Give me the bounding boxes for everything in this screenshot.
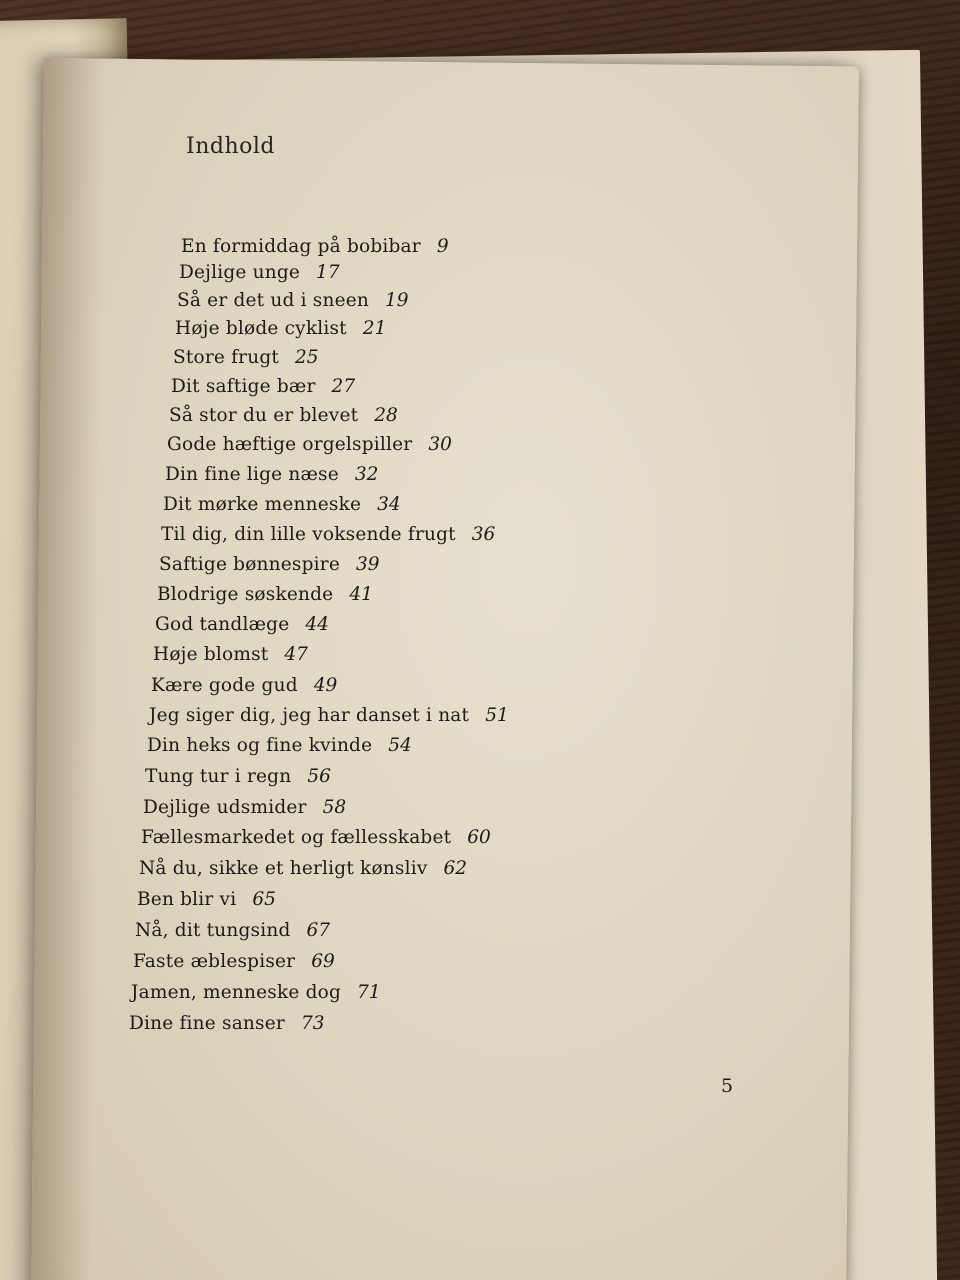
toc-entry-title: Jamen, menneske dog <box>131 981 342 1003</box>
toc-entry-title: Så stor du er blevet <box>169 405 359 427</box>
toc-entry-title: Blodrige søskende <box>157 583 334 605</box>
toc-entry <box>177 290 409 311</box>
toc-entry-title: Nå du, sikke et herligt kønsliv <box>139 858 428 880</box>
toc-entry-title: Dejlige udsmider <box>143 796 307 818</box>
toc-entry-title: Dit mørke menneske <box>163 493 362 515</box>
toc-entry <box>135 920 330 941</box>
toc-entry-title: Store frugt <box>173 346 280 368</box>
toc-entry-page: 54 <box>388 735 412 757</box>
toc-entry-title: Dit saftige bær <box>171 375 316 397</box>
toc-entry-page: 19 <box>385 289 409 311</box>
toc-entry <box>169 405 398 426</box>
toc-entry <box>179 262 340 283</box>
toc-entry-page: 56 <box>307 766 331 788</box>
toc-entry <box>175 318 386 339</box>
toc-entry <box>155 614 329 635</box>
toc-entry-title: Din heks og fine kvinde <box>147 735 373 757</box>
toc-entry-page: 27 <box>331 375 356 397</box>
toc-entry-title: Så er det ud i sneen <box>177 289 370 311</box>
toc-entry <box>181 236 449 257</box>
toc-entry <box>141 827 491 848</box>
toc-entry-page: 58 <box>322 796 347 818</box>
toc-entry-page: 32 <box>354 464 379 486</box>
toc-entry-page: 25 <box>295 346 319 368</box>
toc-entry-page: 73 <box>300 1013 325 1034</box>
toc-entry-title: Jeg siger dig, jeg har danset i nat <box>149 704 470 726</box>
toc-entry <box>137 889 276 910</box>
toc-entry-page: 41 <box>349 583 373 605</box>
toc-entry-page: 39 <box>355 553 380 575</box>
toc-entry-page: 34 <box>377 493 401 515</box>
toc-entry-page: 65 <box>252 889 276 911</box>
toc-entry <box>143 797 346 818</box>
toc-entry <box>145 766 331 787</box>
toc-entry <box>153 644 308 665</box>
toc-entry-title: Kære gode gud <box>151 674 298 696</box>
toc-entry <box>147 735 412 756</box>
toc-entry <box>157 584 373 605</box>
toc-entry <box>133 951 335 972</box>
toc-entry-title: Saftige bønnespire <box>159 553 340 575</box>
toc-entry-page: 51 <box>485 704 509 726</box>
toc-entry-page: 28 <box>374 405 398 427</box>
toc-entry <box>149 705 509 726</box>
toc-entry <box>173 347 319 368</box>
toc-entry-title: Høje blomst <box>153 644 269 666</box>
toc-entry-page: 69 <box>311 950 335 972</box>
toc-entry-page: 60 <box>467 827 491 849</box>
toc-entry-title: Til dig, din lille voksende frugt <box>161 523 456 545</box>
toc-entry-page: 17 <box>316 262 340 284</box>
toc-entry <box>159 554 380 575</box>
toc-entry-title: Ben blir vi <box>137 889 237 911</box>
toc-entry-page: 62 <box>443 858 468 880</box>
toc-entry-page: 30 <box>428 434 452 456</box>
toc-entry-title: Høje bløde cyklist <box>175 318 347 340</box>
page-number: 5 <box>721 1075 734 1097</box>
toc-entry-title: Dejlige unge <box>179 262 301 284</box>
toc-entry-title: Nå, dit tungsind <box>135 919 291 941</box>
toc-entry-page: 9 <box>436 236 449 257</box>
toc-entry-title: Gode hæftige orgelspiller <box>167 434 413 456</box>
toc-entry-title: God tandlæge <box>155 613 290 635</box>
toc-entry-page: 36 <box>471 523 496 545</box>
toc-entry <box>171 376 355 397</box>
toc-entry-title: Din fine lige næse <box>165 464 339 486</box>
toc-entry-title: Fællesmarkedet og fællesskabet <box>141 827 452 849</box>
toc-entry-title: Dine fine sanser <box>129 1013 285 1034</box>
toc-entry-page: 21 <box>362 318 387 340</box>
toc-entry <box>161 524 495 545</box>
toc-entry-page: 44 <box>305 613 329 635</box>
toc-entry <box>165 464 378 485</box>
toc-entry-title: Faste æblespiser <box>133 950 296 972</box>
toc-entry <box>129 1013 324 1034</box>
toc-entry-page: 67 <box>306 919 331 941</box>
toc-entry-title: En formiddag på bobibar <box>181 236 421 257</box>
toc-entry <box>131 982 381 1003</box>
toc-entry <box>163 494 401 515</box>
toc-entry <box>151 675 337 696</box>
toc-entry-page: 49 <box>313 674 338 696</box>
toc-entry <box>167 434 452 455</box>
toc-entry-title: Tung tur i regn <box>145 766 292 788</box>
toc-entry-page: 71 <box>357 981 381 1003</box>
toc-entry <box>139 858 467 879</box>
toc-heading: Indhold <box>186 134 275 159</box>
toc-entry-page: 47 <box>284 644 308 666</box>
